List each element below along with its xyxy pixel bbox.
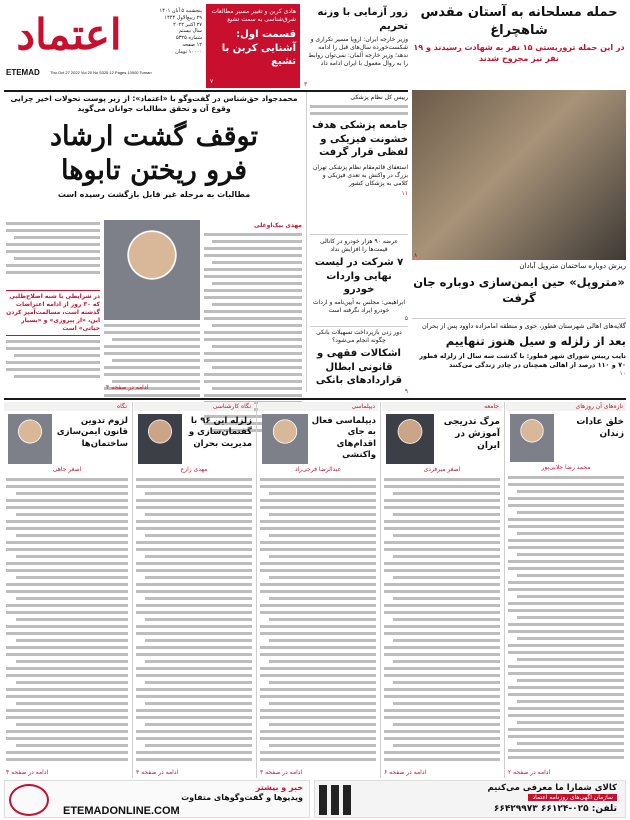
story-title: بعد از زلزله و سیل هنوز تنهاییم <box>445 333 626 348</box>
story-title: حمله مسلحانه به آستان مقدس شاهچراغ <box>420 5 618 38</box>
metropol-story[interactable] <box>412 262 626 316</box>
story-text: استعفای قائم‌مقام نظام پزشکی تهران بزرگ در واکنش به تعدی فیزیکی و کلامی به پزشکان کشور <box>312 163 408 187</box>
banking-story[interactable] <box>310 329 408 393</box>
page-number: ۷ <box>210 78 214 85</box>
lead-body-right <box>204 222 302 432</box>
promo-kicker: هادی کربن و تغییر مسیر مطالعات شرق‌شناسی به سمت تشیع <box>211 8 296 24</box>
lead-headline <box>4 120 304 188</box>
opinion-column[interactable] <box>134 402 254 778</box>
column-author: مهدی زارع <box>180 466 208 473</box>
continued-link[interactable]: ادامه در صفحه ۳ <box>260 769 303 776</box>
date-block <box>136 8 202 55</box>
page-number: ۸ <box>414 252 418 259</box>
section-tag: دیپلماسی <box>258 402 378 411</box>
section-tag: نگاه <box>4 402 130 411</box>
online-ad[interactable] <box>4 780 310 818</box>
column-title: مرگ تدریجی آموزش در ایران <box>443 417 500 452</box>
continued-link[interactable]: ادامه در صفحه ۴ <box>106 384 149 391</box>
pull-quote: در شرایطی با شبه اصلاح‌طلبی که ۳۰ روز از ادامه اعتراضات گذشته است، مسالمت‌آمیز کردن این، «از پیروزی» و «بسیار حیاتی» است <box>6 290 100 336</box>
page-number: ۱۱ <box>401 189 408 197</box>
section-tag: جامعه <box>382 402 502 411</box>
continued-link[interactable]: ادامه در صفحه ۶ <box>384 769 427 776</box>
divider <box>306 92 307 392</box>
masthead <box>4 4 204 84</box>
ad-title: کالای شمارا ما معرفی می‌کنیم <box>487 783 617 793</box>
divider <box>504 402 505 778</box>
continued-link[interactable]: ادامه در صفحه ۲ <box>508 769 551 776</box>
column-title: دیپلماسی فعال به جای اقدام‌های واکنشی <box>311 416 376 461</box>
section-tag: تازه‌های آن روزهای <box>506 402 626 411</box>
continued-link[interactable]: ادامه در صفحه ۴ <box>6 769 49 776</box>
promo-box[interactable] <box>206 4 300 88</box>
interviewee-photo <box>104 220 200 320</box>
divider <box>380 402 381 778</box>
author-photo <box>386 414 434 464</box>
story-title: جامعه پزشکی هدف خشونت فیزیکی و لفظی قرار گرفت <box>312 120 408 159</box>
latin-date-line: Thu Oct 27 2022 Vol 20 No 5325 12 Pages 10000 Toman <box>50 70 152 75</box>
section-tag: نگاه کارشناسی <box>134 402 254 411</box>
author-photo <box>510 414 554 462</box>
issue-line: شماره ۵۳۲۵ <box>176 35 202 41</box>
ad-line-2: ویدیوها و گفت‌وگوهای متفاوت <box>181 793 303 802</box>
headline-line: توقف گشت ارشاد <box>50 121 258 153</box>
divider <box>4 398 626 400</box>
date-line: پنجشنبه ۵ آبان ۱۴۰۱ <box>159 8 202 14</box>
story-kicker: رییس کل نظام پزشکی <box>350 94 408 101</box>
advertising-ad[interactable] <box>314 780 626 818</box>
story-kicker: دور زدن بازپرداخت تسهیلات بانکی چگونه انجام می‌شود؟ <box>316 329 402 345</box>
story-kicker: عرضه ۹۰ هزار خودرو در کانالی قیمت‌ها را افزایش نداد <box>319 238 399 254</box>
quake-story[interactable] <box>412 322 626 394</box>
shiraz-photo <box>412 90 626 260</box>
column-author: محمد رضا جلایی‌پور <box>541 464 591 471</box>
story-lead-lines <box>310 105 408 115</box>
column-title: زلزله این ۹۶ با گفتمان‌سازی و مدیریت بحران <box>188 416 252 449</box>
author-photo <box>262 414 308 464</box>
opinion-column[interactable] <box>258 402 378 778</box>
story-text: وزیر خارجه ایران: اروپا مسیر تکراری و شکست‌خورده سال‌های قبل را ادامه ندهد؛ وزیر خارجه آلمان: نمی‌توان روابط را به روال معمول با ایران ادامه داد <box>308 36 408 68</box>
sanctions-story[interactable] <box>304 6 408 88</box>
divider <box>412 318 626 319</box>
opinion-column[interactable] <box>382 402 502 778</box>
story-title: اشکالات فقهی و قانونی ابطال قراردادهای بانکی <box>315 348 403 387</box>
ad-url[interactable]: ETEMADONLINE.COM <box>63 805 180 817</box>
latin-name: ETEMAD <box>6 68 40 77</box>
divider <box>310 326 408 327</box>
byline: مهدی بیک‌اوغلی <box>254 222 302 229</box>
page-number: ۹ <box>404 387 408 395</box>
story-kicker: ریزش دوباره ساختمان متروپل آبادان <box>519 262 626 270</box>
column-title: خلق عادات زندان <box>576 417 624 440</box>
story-text: ابراهیمی: مجلس به آیین‌نامه و اردات خودرو ایراد نگرفته است <box>312 298 406 314</box>
lead-kicker: محمدجواد حق‌شناس در گفت‌وگو با «اعتماد»: از زیر پوست تحولات اخیر چرایی وقوع آن و تحقق مطالبات جوانان می‌گوید <box>10 94 298 114</box>
divider <box>132 402 133 778</box>
page-number: ۳ <box>304 81 308 88</box>
continued-link[interactable]: ادامه در صفحه ۳ <box>136 769 179 776</box>
column-body <box>384 478 500 761</box>
opinion-column[interactable] <box>4 402 130 778</box>
page-number: ۵ <box>404 314 408 322</box>
column-body <box>6 478 128 761</box>
divider <box>4 90 408 92</box>
lead-body-left-2 <box>6 340 100 378</box>
ad-subtitle: سازمان آگهی‌های روزنامه اعتماد <box>528 794 617 801</box>
issue-line: سال بیستم <box>178 28 202 35</box>
column-body <box>508 476 624 759</box>
people-silhouettes <box>319 785 359 815</box>
story-title: زور آزمایی با وزنه تحریم <box>317 7 408 32</box>
shiraz-story[interactable] <box>412 4 626 86</box>
story-title: ۷ شرکت در لیست نهایی واردات خودرو <box>314 257 404 296</box>
doctors-story[interactable] <box>310 94 408 234</box>
column-author: اصغر میرفردی <box>423 466 461 473</box>
story-subtitle: در این حمله تروریستی ۱۵ نفر به شهادت رسیدند و ۱۹ نفر نیز مجروح شدند <box>413 43 625 63</box>
divider <box>310 234 408 235</box>
logo-badge <box>9 784 49 816</box>
lead-body-left <box>6 222 100 274</box>
divider <box>256 402 257 778</box>
column-author: عبدالرضا فرجی‌راد <box>294 466 342 473</box>
ad-line-1: خبر و بیشتر <box>255 783 303 792</box>
column-body <box>260 478 376 761</box>
cars-story[interactable] <box>310 238 408 324</box>
story-text: نایب رییس شورای شهر قطور: با گذشت سه سال از زلزله قطور ۷۰ و ۱۱۰ درصد از اهالی همچنان در چادر زندگی می‌کنند <box>419 352 626 370</box>
story-kicker: گلایه‌های اهالی شهرستان فطور، خوی و منطقه امامزاده داوود پس از بحران <box>421 322 626 330</box>
issue-line: ۱۲ صفحه <box>182 41 202 48</box>
ad-phone: تلفن: ۰۲۵-۶۶۱۲۴ ۶۶۴۲۹۹۷۳ <box>493 804 617 814</box>
newspaper-logo: اعتماد <box>16 10 122 59</box>
author-photo <box>8 414 52 464</box>
headline-line: فرو ریختن تابوها <box>61 155 247 187</box>
price-label: ۱۰۰۰۰ تومان <box>175 48 202 55</box>
column-body <box>136 478 252 761</box>
promo-title: قسمت اول: آشنایی کربن با تشیع <box>221 29 296 68</box>
column-author: اصغر جاهی <box>52 466 82 473</box>
author-photo <box>138 414 182 464</box>
date-line: ۲۹ ربیع‌الاول ۱۴۴۴ <box>164 14 202 21</box>
date-line: ۲۷ اکتبر ۲۰۲۲ <box>173 21 202 28</box>
opinion-column[interactable] <box>506 402 626 778</box>
column-title: لزوم تدوین قانون ایمن‌سازی ساختمان‌ها <box>56 416 128 449</box>
lead-subhead: مطالبات به مرحله غیر قابل بازگشت رسیده است <box>57 190 251 200</box>
page-number: ۱۰ <box>619 369 626 377</box>
story-title: «متروپل» حین ایمن‌سازی دوباره جان گرفت <box>413 275 625 305</box>
